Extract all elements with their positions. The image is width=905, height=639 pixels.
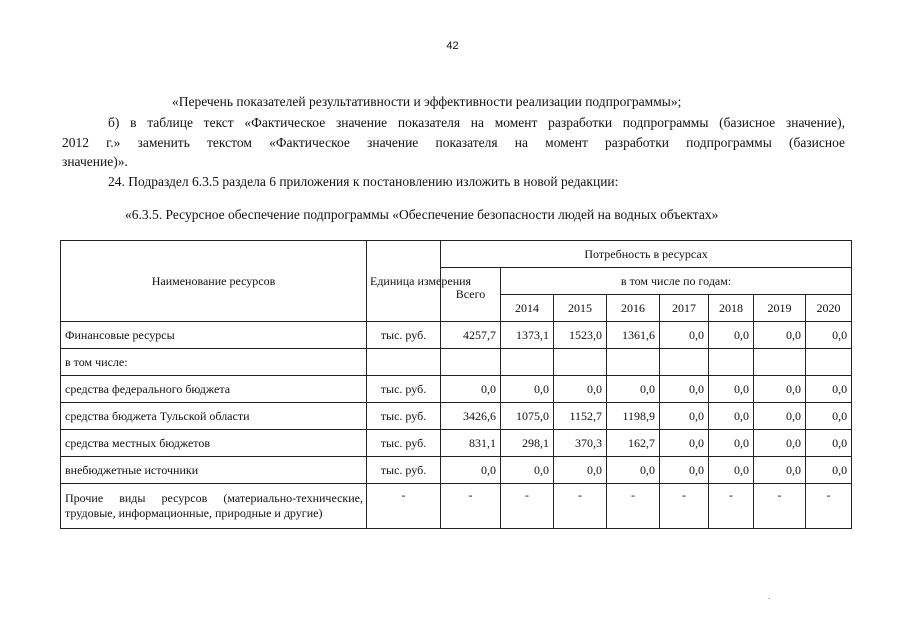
row-unit: тыс. руб. bbox=[367, 322, 441, 349]
row-unit: тыс. руб. bbox=[367, 430, 441, 457]
table-row bbox=[61, 376, 852, 403]
row-value: 0,0 bbox=[709, 322, 754, 349]
paragraph-b-line-3: значение)». bbox=[62, 154, 128, 169]
row-value: - bbox=[754, 484, 806, 529]
header-total: Всего bbox=[441, 268, 501, 322]
table-body bbox=[61, 322, 852, 529]
header-year: 2018 bbox=[709, 295, 754, 322]
row-value: - bbox=[806, 484, 852, 529]
row-name: средства федерального бюджета bbox=[61, 376, 367, 403]
row-value: 0,0 bbox=[660, 457, 709, 484]
header-year: 2016 bbox=[607, 295, 660, 322]
row-value bbox=[501, 349, 554, 376]
header-resource-name: Наименование ресурсов bbox=[61, 241, 367, 322]
row-value: 0,0 bbox=[709, 430, 754, 457]
row-value: 1198,9 bbox=[607, 403, 660, 430]
row-name: Финансовые ресурсы bbox=[61, 322, 367, 349]
header-year: 2020 bbox=[806, 295, 852, 322]
table-row bbox=[61, 349, 852, 376]
header-year: 2014 bbox=[501, 295, 554, 322]
row-value: 1075,0 bbox=[501, 403, 554, 430]
row-value: 0,0 bbox=[754, 322, 806, 349]
header-year: 2015 bbox=[554, 295, 607, 322]
row-value bbox=[806, 349, 852, 376]
row-value: 0,0 bbox=[806, 403, 852, 430]
table-row bbox=[61, 322, 852, 349]
row-value: 0,0 bbox=[501, 376, 554, 403]
row-value: 0,0 bbox=[709, 376, 754, 403]
row-total: 0,0 bbox=[441, 376, 501, 403]
row-name: средства местных бюджетов bbox=[61, 430, 367, 457]
row-value: 0,0 bbox=[754, 376, 806, 403]
row-total: 831,1 bbox=[441, 430, 501, 457]
table-row bbox=[61, 484, 852, 529]
paragraph-b-line-1: б) в таблице текст «Фактическое значение показателя на момент разработки подпрограммы (базисное значение), bbox=[108, 115, 845, 130]
row-total bbox=[441, 349, 501, 376]
table-row bbox=[61, 430, 852, 457]
row-value: 0,0 bbox=[806, 457, 852, 484]
row-value: 298,1 bbox=[501, 430, 554, 457]
row-value: 0,0 bbox=[554, 457, 607, 484]
header-by-years: в том числе по годам: bbox=[501, 268, 852, 295]
header-year: 2019 bbox=[754, 295, 806, 322]
row-value: 0,0 bbox=[754, 457, 806, 484]
paragraph-b-line-2: 2012 г.» заменить текстом «Фактическое значение показателя на момент разработки подпрограммы (базисное bbox=[62, 135, 845, 150]
row-value: - bbox=[554, 484, 607, 529]
header-need: Потребность в ресурсах bbox=[441, 241, 852, 268]
row-value: 162,7 bbox=[607, 430, 660, 457]
row-total: - bbox=[441, 484, 501, 529]
row-value: 0,0 bbox=[607, 457, 660, 484]
header-year: 2017 bbox=[660, 295, 709, 322]
page-number: 42 bbox=[446, 40, 459, 52]
paragraph-list-title: «Перечень показателей результативности и эффективности реализации подпрограммы»; bbox=[172, 94, 682, 109]
row-value: 0,0 bbox=[709, 403, 754, 430]
row-value bbox=[754, 349, 806, 376]
row-unit bbox=[367, 349, 441, 376]
row-total: 3426,6 bbox=[441, 403, 501, 430]
row-value: 370,3 bbox=[554, 430, 607, 457]
section-heading: «6.3.5. Ресурсное обеспечение подпрограммы «Обеспечение безопасности людей на водных объектах» bbox=[125, 207, 719, 222]
resources-table bbox=[60, 240, 852, 529]
row-value: 0,0 bbox=[660, 430, 709, 457]
row-value: 0,0 bbox=[806, 430, 852, 457]
row-value: 0,0 bbox=[709, 457, 754, 484]
row-value bbox=[660, 349, 709, 376]
row-value bbox=[607, 349, 660, 376]
paragraph-24: 24. Подраздел 6.3.5 раздела 6 приложения к постановлению изложить в новой редакции: bbox=[108, 174, 619, 189]
row-unit: - bbox=[367, 484, 441, 529]
row-unit: тыс. руб. bbox=[367, 457, 441, 484]
row-name: внебюджетные источники bbox=[61, 457, 367, 484]
row-name: средства бюджета Тульской области bbox=[61, 403, 367, 430]
row-value: 0,0 bbox=[501, 457, 554, 484]
row-value: 1152,7 bbox=[554, 403, 607, 430]
row-value bbox=[554, 349, 607, 376]
row-value: 0,0 bbox=[754, 403, 806, 430]
row-value: 0,0 bbox=[660, 322, 709, 349]
row-value: - bbox=[709, 484, 754, 529]
row-value: 1523,0 bbox=[554, 322, 607, 349]
row-unit: тыс. руб. bbox=[367, 376, 441, 403]
row-value: 1373,1 bbox=[501, 322, 554, 349]
row-value: - bbox=[607, 484, 660, 529]
row-name: Прочие виды ресурсов (материально-технические, трудовые, информационные, природные и другие) bbox=[61, 484, 367, 529]
row-value: - bbox=[501, 484, 554, 529]
row-unit: тыс. руб. bbox=[367, 403, 441, 430]
row-value: 0,0 bbox=[554, 376, 607, 403]
row-name: в том числе: bbox=[61, 349, 367, 376]
table-row bbox=[61, 457, 852, 484]
row-total: 0,0 bbox=[441, 457, 501, 484]
row-value: 0,0 bbox=[660, 376, 709, 403]
header-unit: Единица измерения bbox=[367, 241, 441, 322]
row-value: 0,0 bbox=[806, 322, 852, 349]
row-value: - bbox=[660, 484, 709, 529]
row-value: 0,0 bbox=[754, 430, 806, 457]
row-value: 1361,6 bbox=[607, 322, 660, 349]
row-value: 0,0 bbox=[607, 376, 660, 403]
table-row bbox=[61, 403, 852, 430]
row-value: 0,0 bbox=[806, 376, 852, 403]
row-total: 4257,7 bbox=[441, 322, 501, 349]
scan-mark: . bbox=[768, 591, 771, 601]
row-value bbox=[709, 349, 754, 376]
row-value: 0,0 bbox=[660, 403, 709, 430]
